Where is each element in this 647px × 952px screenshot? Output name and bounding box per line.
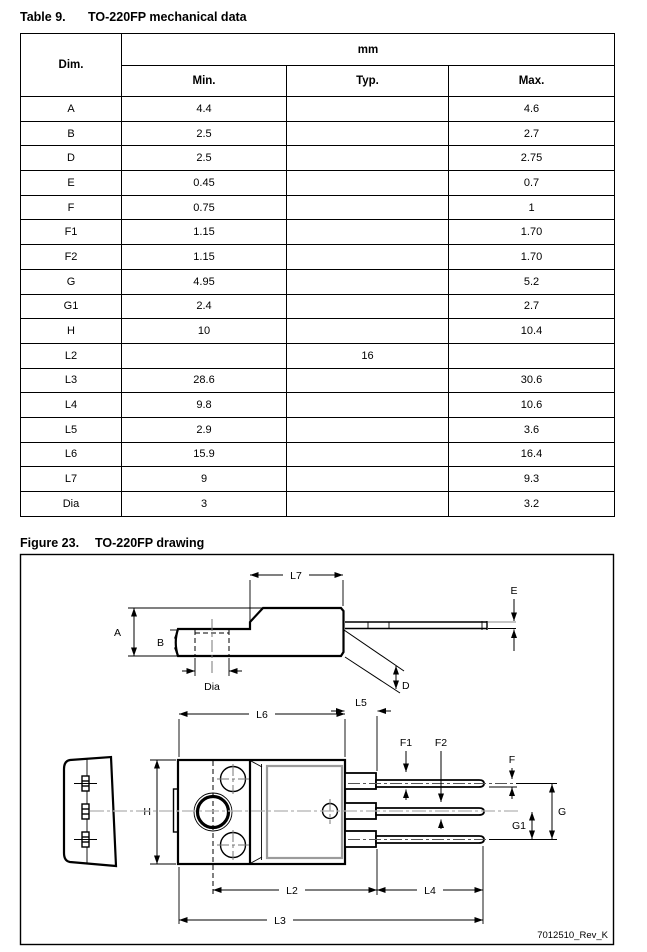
cell-min: 4.4 [122, 97, 287, 122]
cell-dim: L4 [21, 393, 122, 418]
dim-label-l5: L5 [355, 697, 367, 709]
cell-dim: E [21, 171, 122, 196]
dim-label-l3: L3 [274, 915, 286, 927]
header-min: Min. [122, 66, 287, 97]
cell-max: 2.7 [449, 294, 615, 319]
dim-label-l2: L2 [286, 885, 298, 897]
cell-max: 10.4 [449, 319, 615, 344]
cell-dim: Dia [21, 492, 122, 517]
cell-min: 2.9 [122, 417, 287, 442]
figure-caption-prefix: Figure 23. [20, 536, 80, 550]
cell-max: 10.6 [449, 393, 615, 418]
revision-label: 7012510_Rev_K [537, 930, 608, 941]
cell-dim: A [21, 97, 122, 122]
dim-label-a: A [113, 627, 121, 639]
cell-max: 3.2 [449, 492, 615, 517]
side-view-outline [176, 608, 344, 656]
cell-dim: G1 [21, 294, 122, 319]
header-dim: Dim. [21, 34, 122, 97]
cell-max: 2.75 [449, 146, 615, 171]
cell-dim: L7 [21, 467, 122, 492]
cell-dim: F [21, 195, 122, 220]
table-caption-prefix: Table 9. [20, 10, 66, 24]
cell-dim: F2 [21, 245, 122, 270]
cell-max: 1.70 [449, 220, 615, 245]
cell-dim: L5 [21, 417, 122, 442]
dim-label-g: G [558, 806, 567, 818]
cell-max: 0.7 [449, 171, 615, 196]
dim-label-f: F [508, 754, 516, 766]
dim-label-f2: F2 [434, 737, 448, 749]
cell-min: 9.8 [122, 393, 287, 418]
cell-typ: 16 [287, 343, 449, 368]
cell-min: 1.15 [122, 245, 287, 270]
cell-min: 3 [122, 492, 287, 517]
cell-min: 9 [122, 467, 287, 492]
cell-min: 28.6 [122, 368, 287, 393]
header-typ: Typ. [287, 66, 449, 97]
table-caption: TO-220FP mechanical data [88, 10, 247, 24]
leads [345, 773, 484, 847]
cell-min: 0.45 [122, 171, 287, 196]
cell-max: 16.4 [449, 442, 615, 467]
cell-dim: L6 [21, 442, 122, 467]
dim-label-g1: G1 [511, 820, 526, 832]
cell-max: 5.2 [449, 269, 615, 294]
cell-max: 2.7 [449, 121, 615, 146]
cell-max: 9.3 [449, 467, 615, 492]
header-unit: mm [122, 34, 615, 66]
cell-max: 1 [449, 195, 615, 220]
dim-label-d: D [402, 680, 410, 692]
cell-dim: D [21, 146, 122, 171]
cell-min: 0.75 [122, 195, 287, 220]
cell-min: 2.4 [122, 294, 287, 319]
cell-min: 2.5 [122, 146, 287, 171]
cell-min: 1.15 [122, 220, 287, 245]
cell-max: 30.6 [449, 368, 615, 393]
cell-min: 15.9 [122, 442, 287, 467]
cell-dim: B [21, 121, 122, 146]
cell-min: 10 [122, 319, 287, 344]
dim-label-dia: Dia [204, 681, 220, 693]
cell-dim: G [21, 269, 122, 294]
dim-label-l4: L4 [424, 885, 436, 897]
cell-max: 4.6 [449, 97, 615, 122]
dim-label-h: H [143, 806, 151, 818]
cell-dim: H [21, 319, 122, 344]
dim-label-e: E [510, 585, 518, 597]
cell-max: 3.6 [449, 417, 615, 442]
front-view [90, 697, 566, 927]
cell-min: 2.5 [122, 121, 287, 146]
cell-dim: F1 [21, 220, 122, 245]
dim-label-l7: L7 [290, 570, 302, 582]
figure-caption: TO-220FP drawing [95, 536, 205, 550]
dim-label-b: B [156, 637, 164, 649]
side-view [114, 569, 518, 693]
dim-label-l6: L6 [256, 709, 268, 721]
dim-label-f1: F1 [399, 737, 413, 749]
cell-dim: L3 [21, 368, 122, 393]
cell-min: 4.95 [122, 269, 287, 294]
cell-dim: L2 [21, 343, 122, 368]
header-max: Max. [449, 66, 615, 97]
cell-max: 1.70 [449, 245, 615, 270]
